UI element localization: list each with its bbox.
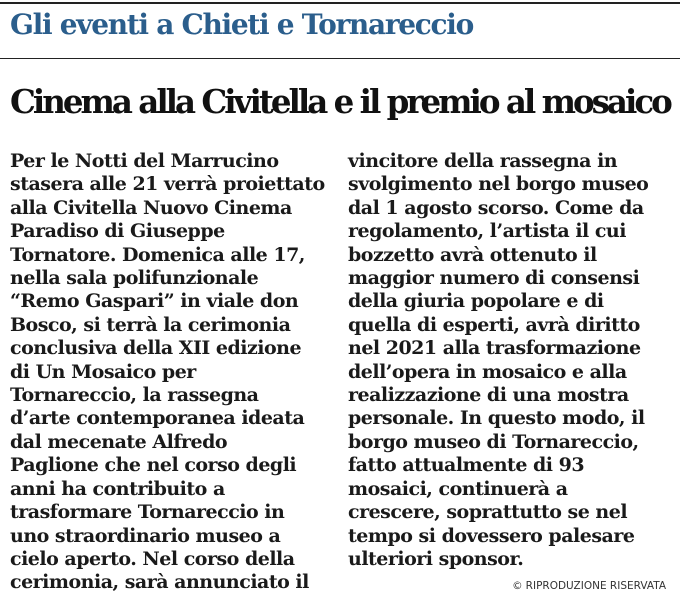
copyright-icon: © — [512, 580, 523, 592]
text-line: Tornareccio, la rassegna — [10, 384, 259, 407]
article-column-right — [348, 150, 676, 571]
text-line: tempo si dovessero palesare — [348, 524, 635, 547]
article-column-left — [10, 150, 340, 595]
text-line: alla Civitella Nuovo Cinema — [10, 196, 292, 219]
text-line: mosaici, continuerà a — [348, 477, 568, 500]
text-line: trasformare Tornareccio in — [10, 501, 285, 524]
text-line: crescere, soprattutto se nel — [348, 501, 628, 524]
text-line: nel 2021 alla trasformazione — [348, 337, 641, 360]
text-line: stasera alle 21 verrà proiettato — [10, 173, 325, 196]
copyright-text: RIPRODUZIONE RISERVATA — [525, 580, 666, 592]
text-line: bozzetto avrà ottenuto il — [348, 243, 597, 266]
text-line: borgo museo di Tornareccio, — [348, 430, 639, 453]
text-line: uno straordinario museo a — [10, 524, 281, 547]
text-line: maggior numero di consensi — [348, 267, 640, 290]
text-line: Per le Notti del Marrucino — [10, 150, 279, 172]
text-line: cerimonia, sarà annunciato il — [10, 571, 309, 594]
text-line: di Un Mosaico per — [10, 360, 196, 383]
copyright-notice — [512, 580, 666, 592]
text-line: ulteriori sponsor. — [348, 547, 524, 570]
text-line: personale. In questo modo, il — [348, 407, 645, 430]
text-line: Paradiso di Giuseppe — [10, 220, 225, 243]
text-line: conclusiva della XII edizione — [10, 337, 302, 360]
text-line: dal 1 agosto scorso. Come da — [348, 196, 644, 219]
text-line: “Remo Gaspari” in viale don — [10, 290, 299, 313]
article-headline: Cinema alla Civitella e il premio al mosaico — [10, 82, 670, 121]
text-line: fatto attualmente di 93 — [348, 454, 585, 477]
text-line: quella di esperti, avrà diritto — [348, 313, 640, 336]
text-line: regolamento, l’artista il cui — [348, 220, 626, 243]
text-line: Paglione che nel corso degli — [10, 454, 297, 477]
section-title: Gli eventi a Chieti e Tornareccio — [10, 8, 474, 41]
text-line: Tornatore. Domenica alle 17, — [10, 243, 305, 266]
text-line: svolgimento nel borgo museo — [348, 173, 649, 196]
text-line: della giuria popolare e di — [348, 290, 604, 313]
text-line: cielo aperto. Nel corso della — [10, 547, 295, 570]
text-line: realizzazione di una mostra — [348, 384, 629, 407]
text-line: dal mecenate Alfredo — [10, 430, 228, 453]
text-line: dell’opera in mosaico e alla — [348, 360, 627, 383]
top-rule — [0, 2, 680, 4]
text-line: vincitore della rassegna in — [348, 150, 618, 172]
text-line: Bosco, si terrà la cerimonia — [10, 313, 291, 336]
text-line: nella sala polifunzionale — [10, 267, 259, 290]
text-line: anni ha contribuito a — [10, 477, 225, 500]
text-line: d’arte contemporanea ideata — [10, 407, 305, 430]
section-divider — [0, 58, 680, 59]
